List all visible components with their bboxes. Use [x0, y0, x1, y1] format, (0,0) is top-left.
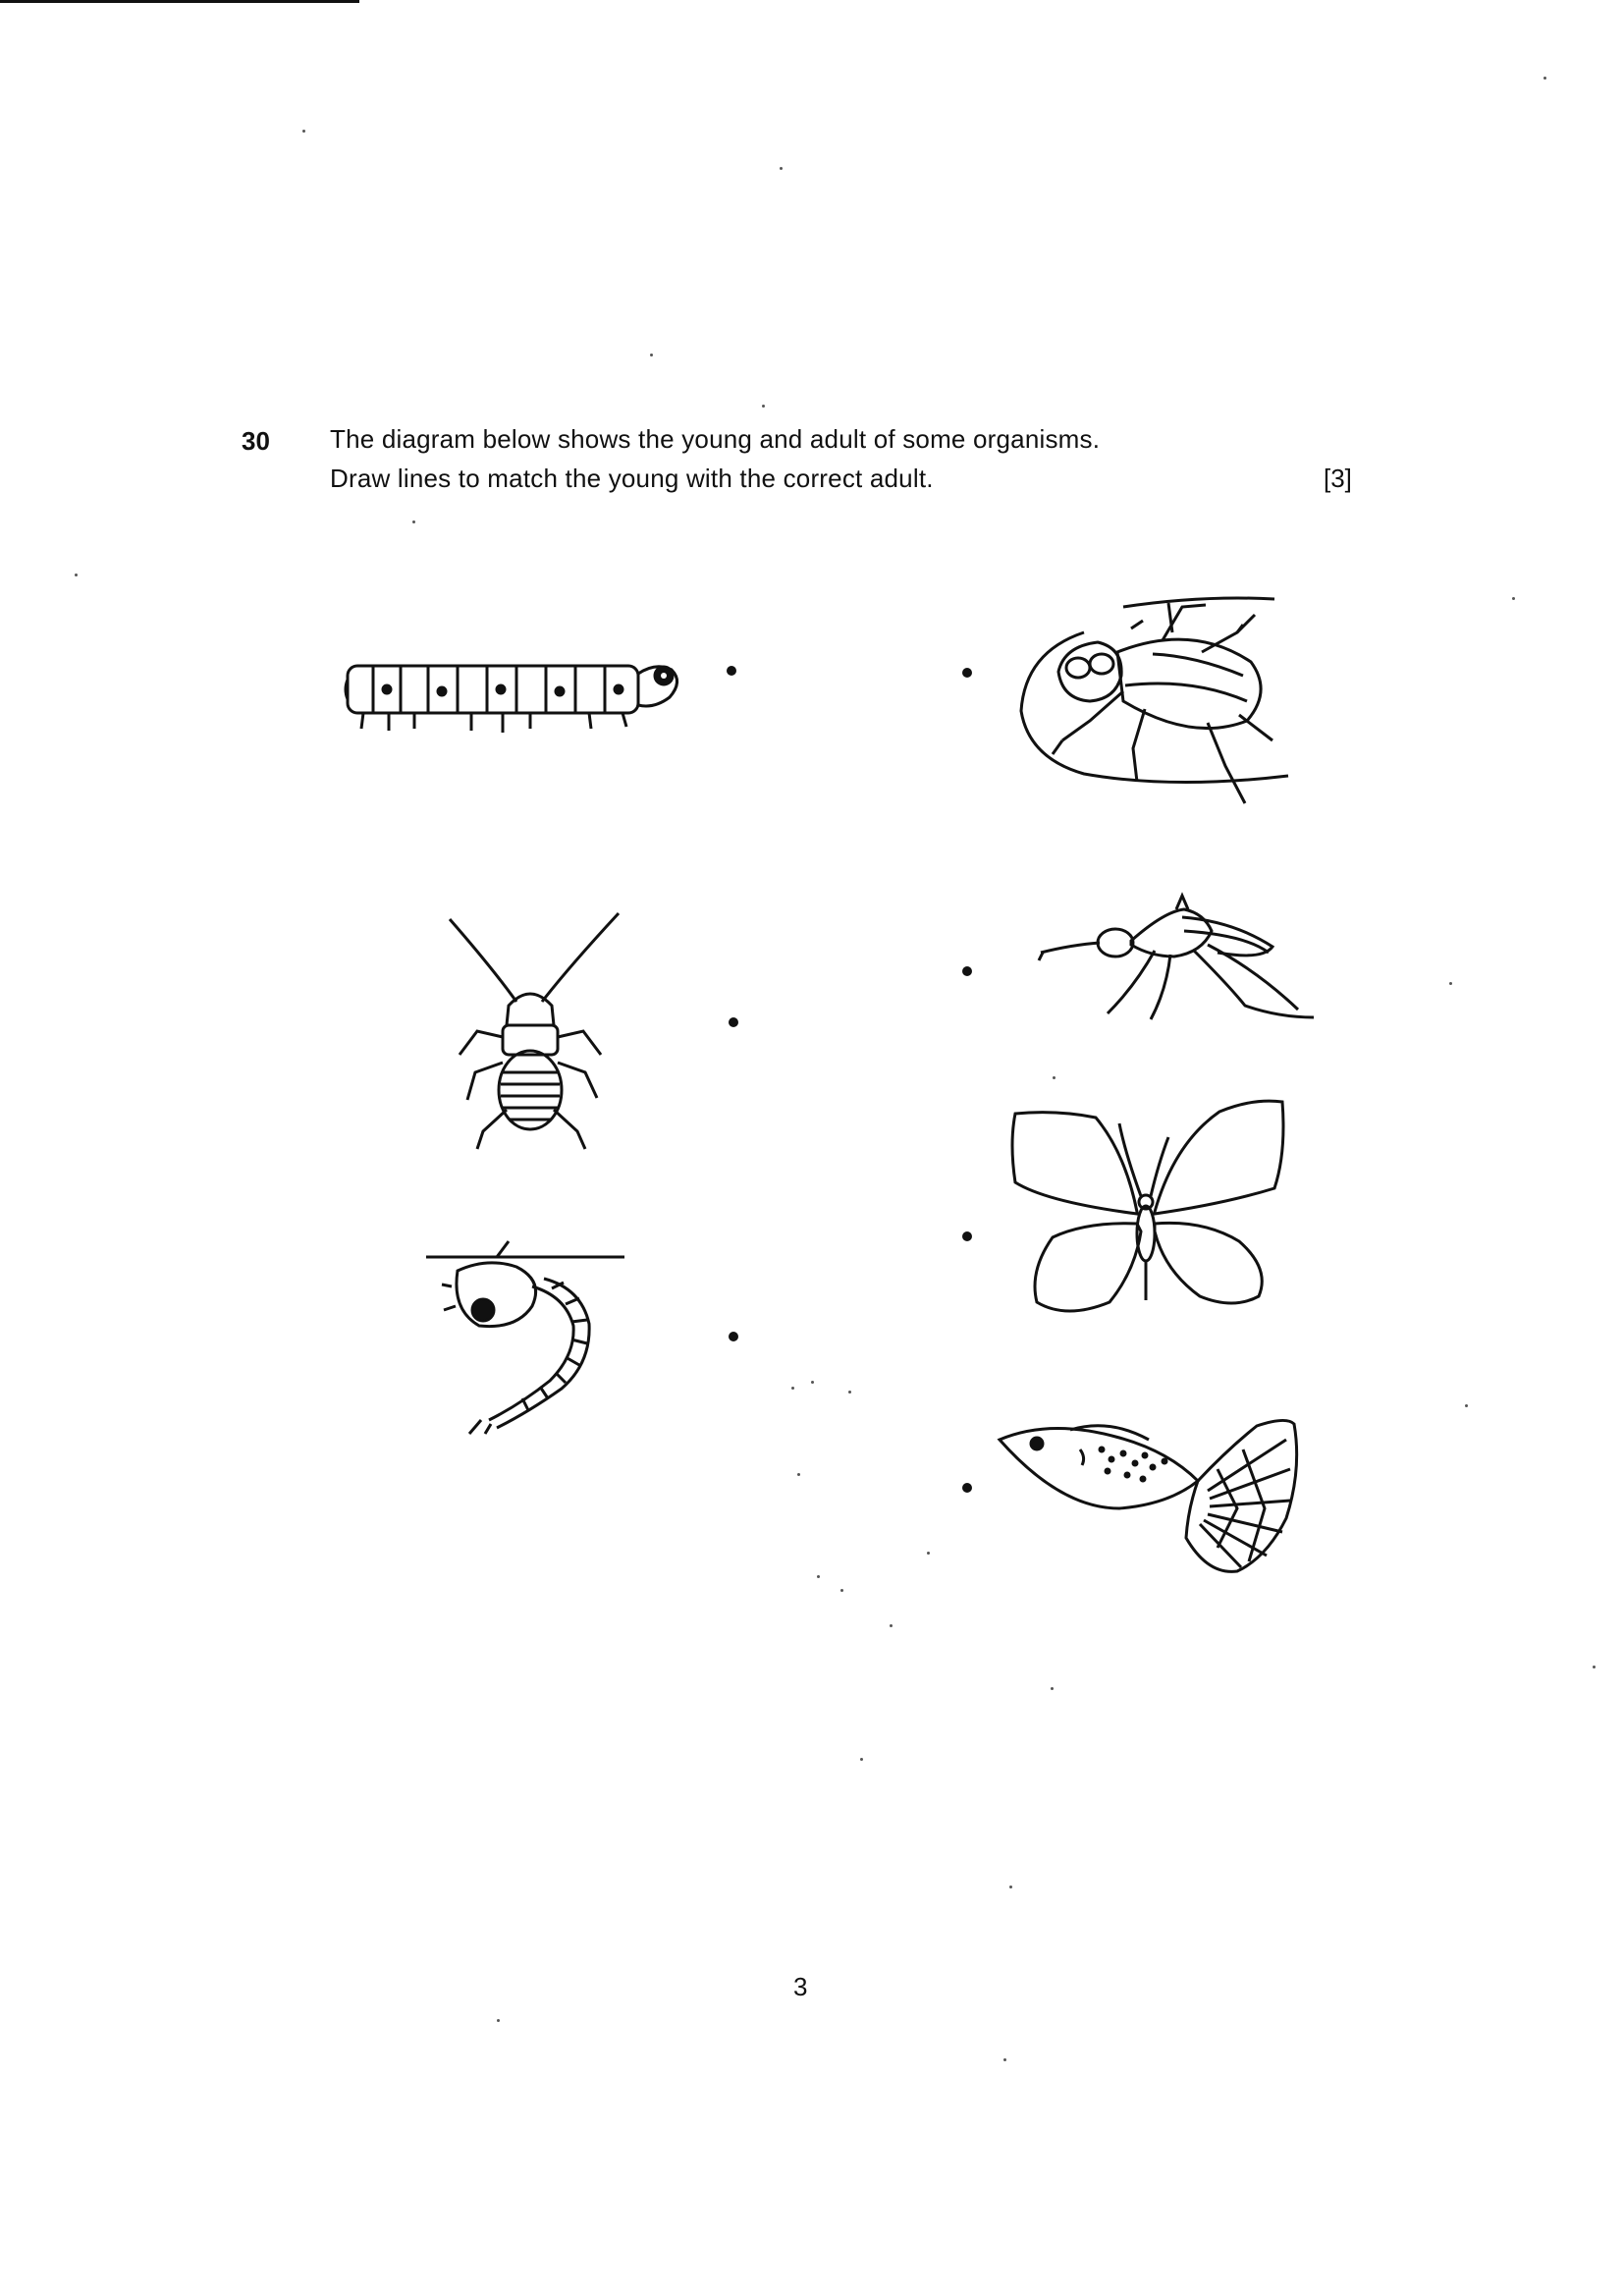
scan-speck: [75, 574, 78, 576]
question-instruction-2: Draw lines to match the young with the correct adult.: [330, 464, 934, 493]
guppy-fish-icon: [992, 1410, 1302, 1577]
cockroach-nymph-icon: [432, 907, 628, 1153]
mosquito-larva-icon: [422, 1228, 638, 1434]
scan-speck: [890, 1624, 893, 1627]
butterfly-icon: [1007, 1094, 1288, 1322]
scan-speck: [791, 1387, 794, 1390]
scan-speck: [1053, 1076, 1056, 1079]
scan-speck: [840, 1589, 843, 1592]
match-dot-cockroach[interactable]: [962, 668, 972, 678]
scan-speck: [1449, 982, 1452, 985]
question-number: 30: [242, 426, 270, 456]
match-dot-guppy[interactable]: [962, 1483, 972, 1493]
scan-speck: [1009, 1886, 1012, 1888]
scan-speck: [497, 2019, 500, 2022]
marks-label: [3]: [1324, 464, 1352, 493]
scan-speck: [302, 130, 305, 133]
scan-speck: [927, 1552, 930, 1555]
scan-speck: [1512, 597, 1515, 600]
match-dot-butterfly[interactable]: [962, 1231, 972, 1241]
scan-speck: [762, 405, 765, 408]
scan-speck: [780, 167, 783, 170]
top-rule: [0, 0, 359, 3]
scan-speck: [811, 1381, 814, 1384]
scan-speck: [797, 1473, 800, 1476]
match-dot-cockroach-nymph[interactable]: [729, 1017, 738, 1027]
scan-speck: [412, 520, 415, 523]
cockroach-icon: [1015, 593, 1292, 821]
caterpillar-icon: [344, 640, 691, 738]
page-number: 3: [793, 1972, 808, 2001]
scan-speck: [1593, 1666, 1596, 1668]
mosquito-icon: [1037, 892, 1316, 1025]
match-dot-caterpillar[interactable]: [727, 666, 736, 676]
question-instruction: The diagram below shows the young and adult of some organisms.: [330, 424, 1101, 454]
scan-speck: [817, 1575, 820, 1578]
scan-speck: [860, 1758, 863, 1761]
scan-speck: [1465, 1404, 1468, 1407]
scan-speck: [848, 1391, 851, 1394]
scan-speck: [1003, 2058, 1006, 2061]
scan-speck: [1051, 1687, 1054, 1690]
match-dot-mosquito-larva[interactable]: [729, 1332, 738, 1341]
scan-speck: [650, 354, 653, 356]
match-dot-mosquito[interactable]: [962, 966, 972, 976]
scan-speck: [1543, 77, 1546, 80]
